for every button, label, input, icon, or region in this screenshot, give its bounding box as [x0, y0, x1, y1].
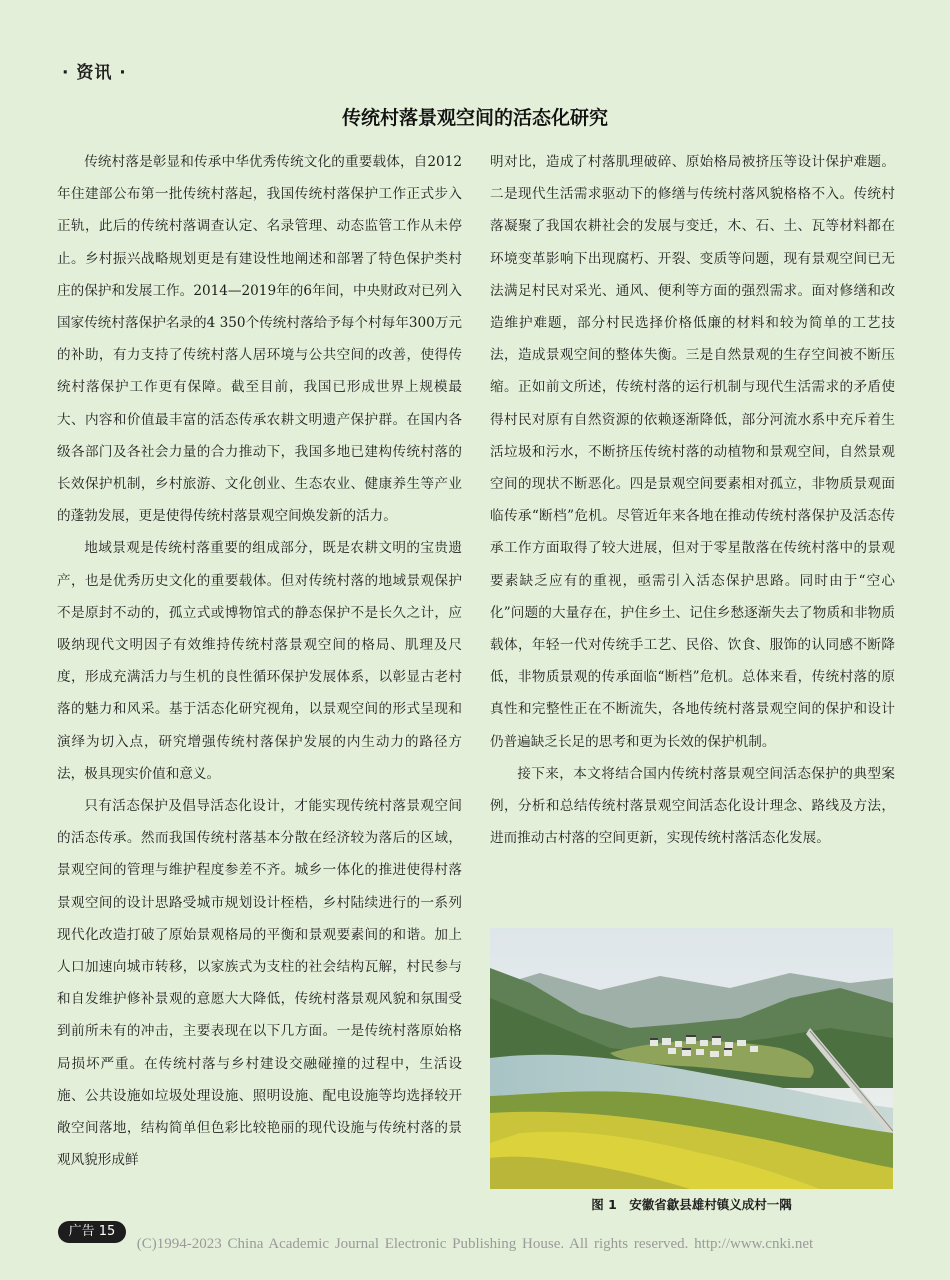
paragraph: 传统村落是彰显和传承中华优秀传统文化的重要载体，自2012年住建部公布第一批传统村落起，我国传统村落保护工作正式步入正轨，此后的传统村落调查认定、名录管理、动态监管工作从未停止。乡村振兴战略规划更是有建设性地阐述和部署了特色保护类村庄的保护和发展工作。2014—2019年的6年间，中央财政对已列入国家传统村落保护名录的4 350个传统村落给予每个村每年300万元的补助，有力支持了传统村落人居环境与公共空间的改善，使得传统村落保护工作更有保障。截至目前，我国已形成世界上规模最大、内容和价值最丰富的活态传承农耕文明遗产保护群。在国内各级各部门及各社会力量的合力推动下，我国多地已建构传统村落的长效保护机制，乡村旅游、文化创业、生态农业、健康养生等产业的蓬勃发展，更是使得传统村落景观空间焕发新的活力。	[57, 154, 462, 525]
page-number-badge: 广告 15	[58, 1221, 126, 1243]
copyright-footer: (C)1994-2023 China Academic Journal Electronic Publishing House. All rights reserved. http://www.cnki.net	[136, 1236, 814, 1252]
paragraph: 只有活态保护及倡导活态化设计，才能实现传统村落景观空间的活态传承。然而我国传统村落基本分散在经济较为落后的区域，景观空间的管理与维护程度参差不齐。城乡一体化的推进使得村落景观空间的设计思路受城市规划设计桎梏，乡村陆续进行的一系列现代化改造打破了原始景观格局的平衡和景观要素间的和谐。加上人口加速向城市转移，以家族式为支柱的社会结构瓦解，村民参与和自发维护修补景观的意愿大大降低，传统村落景观风貌和氛围受到前所未有的冲击，主要表现在以下几方面。一是传统村落原始格局损坏严重。在传统村落与乡村建设交融碰撞的过程中，生活设施、公共设施如垃圾处理设施、照明设施、配电设施等均选择较开敞空间落地，结构简单但色彩比较艳丽的现代设施与传统村落的景观风貌形成鲜	[57, 798, 462, 1169]
paragraph: 地域景观是传统村落重要的组成部分，既是农耕文明的宝贵遗产，也是优秀历史文化的重要载体。但对传统村落的地域景观保护不是原封不动的，孤立式或博物馆式的静态保护不是长久之计，应吸纳现代文明因子有效维持传统村落景观空间的格局、肌理及尺度，形成充满活力与生机的良性循环保护发展体系，以彰显古老村落的魅力和风采。基于活态化研究视角，以景观空间的形式呈现和演绎为切入点，研究增强传统村落保护发展的内生动力的路径方法，极具现实价值和意义。	[57, 540, 462, 782]
left-column	[57, 146, 462, 1177]
right-column	[490, 146, 895, 854]
article-title: 传统村落景观空间的活态化研究	[341, 107, 608, 129]
paragraph: 明对比，造成了村落肌理破碎、原始格局被挤压等设计保护难题。二是现代生活需求驱动下的修缮与传统村落风貌格格不入。传统村落凝聚了我国农耕社会的发展与变迁，木、石、土、瓦等材料都在环境变革影响下出现腐朽、开裂、变质等问题，现有景观空间已无法满足村民对采光、通风、便利等方面的强烈需求。面对修缮和改造维护难题，部分村民选择价格低廉的材料和较为简单的工艺技法，造成景观空间的整体失衡。三是自然景观的生存空间被不断压缩。正如前文所述，传统村落的运行机制与现代生活需求的矛盾使得村民对原有自然资源的依赖逐渐降低，部分河流水系中充斥着生活垃圾和污水，不断挤压传统村落的动植物和景观空间，自然景观空间的现状不断恶化。四是景观空间要素相对孤立，非物质景观面临传承“断档”危机。尽管近年来各地在推动传统村落保护及活态传承工作方面取得了较大进展，但对于零星散落在传统村落中的景观要素缺乏应有的重视，亟需引入活态保护思路。同时由于“空心化”问题的大量存在，护住乡土、记住乡愁逐渐失去了物质和非物质载体，年轻一代对传统手工艺、民俗、饮食、服饰的认同感不断降低，非物质景观的传承面临“断档”危机。总体来看，传统村落的原真性和完整性正在不断流失，各地传统村落景观空间的保护和设计仍普遍缺乏长足的思考和更为长效的保护机制。	[490, 154, 895, 750]
village-landscape-photo	[490, 928, 893, 1189]
figure-caption: 图 1 安徽省歙县雄村镇义成村一隅	[591, 1197, 792, 1212]
section-tag: · 资讯 ·	[62, 63, 127, 83]
paragraph: 接下来，本文将结合国内传统村落景观空间活态保护的典型案例，分析和总结传统村落景观空间活态化设计理念、路线及方法，进而推动古村落的空间更新，实现传统村落活态化发展。	[490, 765, 895, 847]
